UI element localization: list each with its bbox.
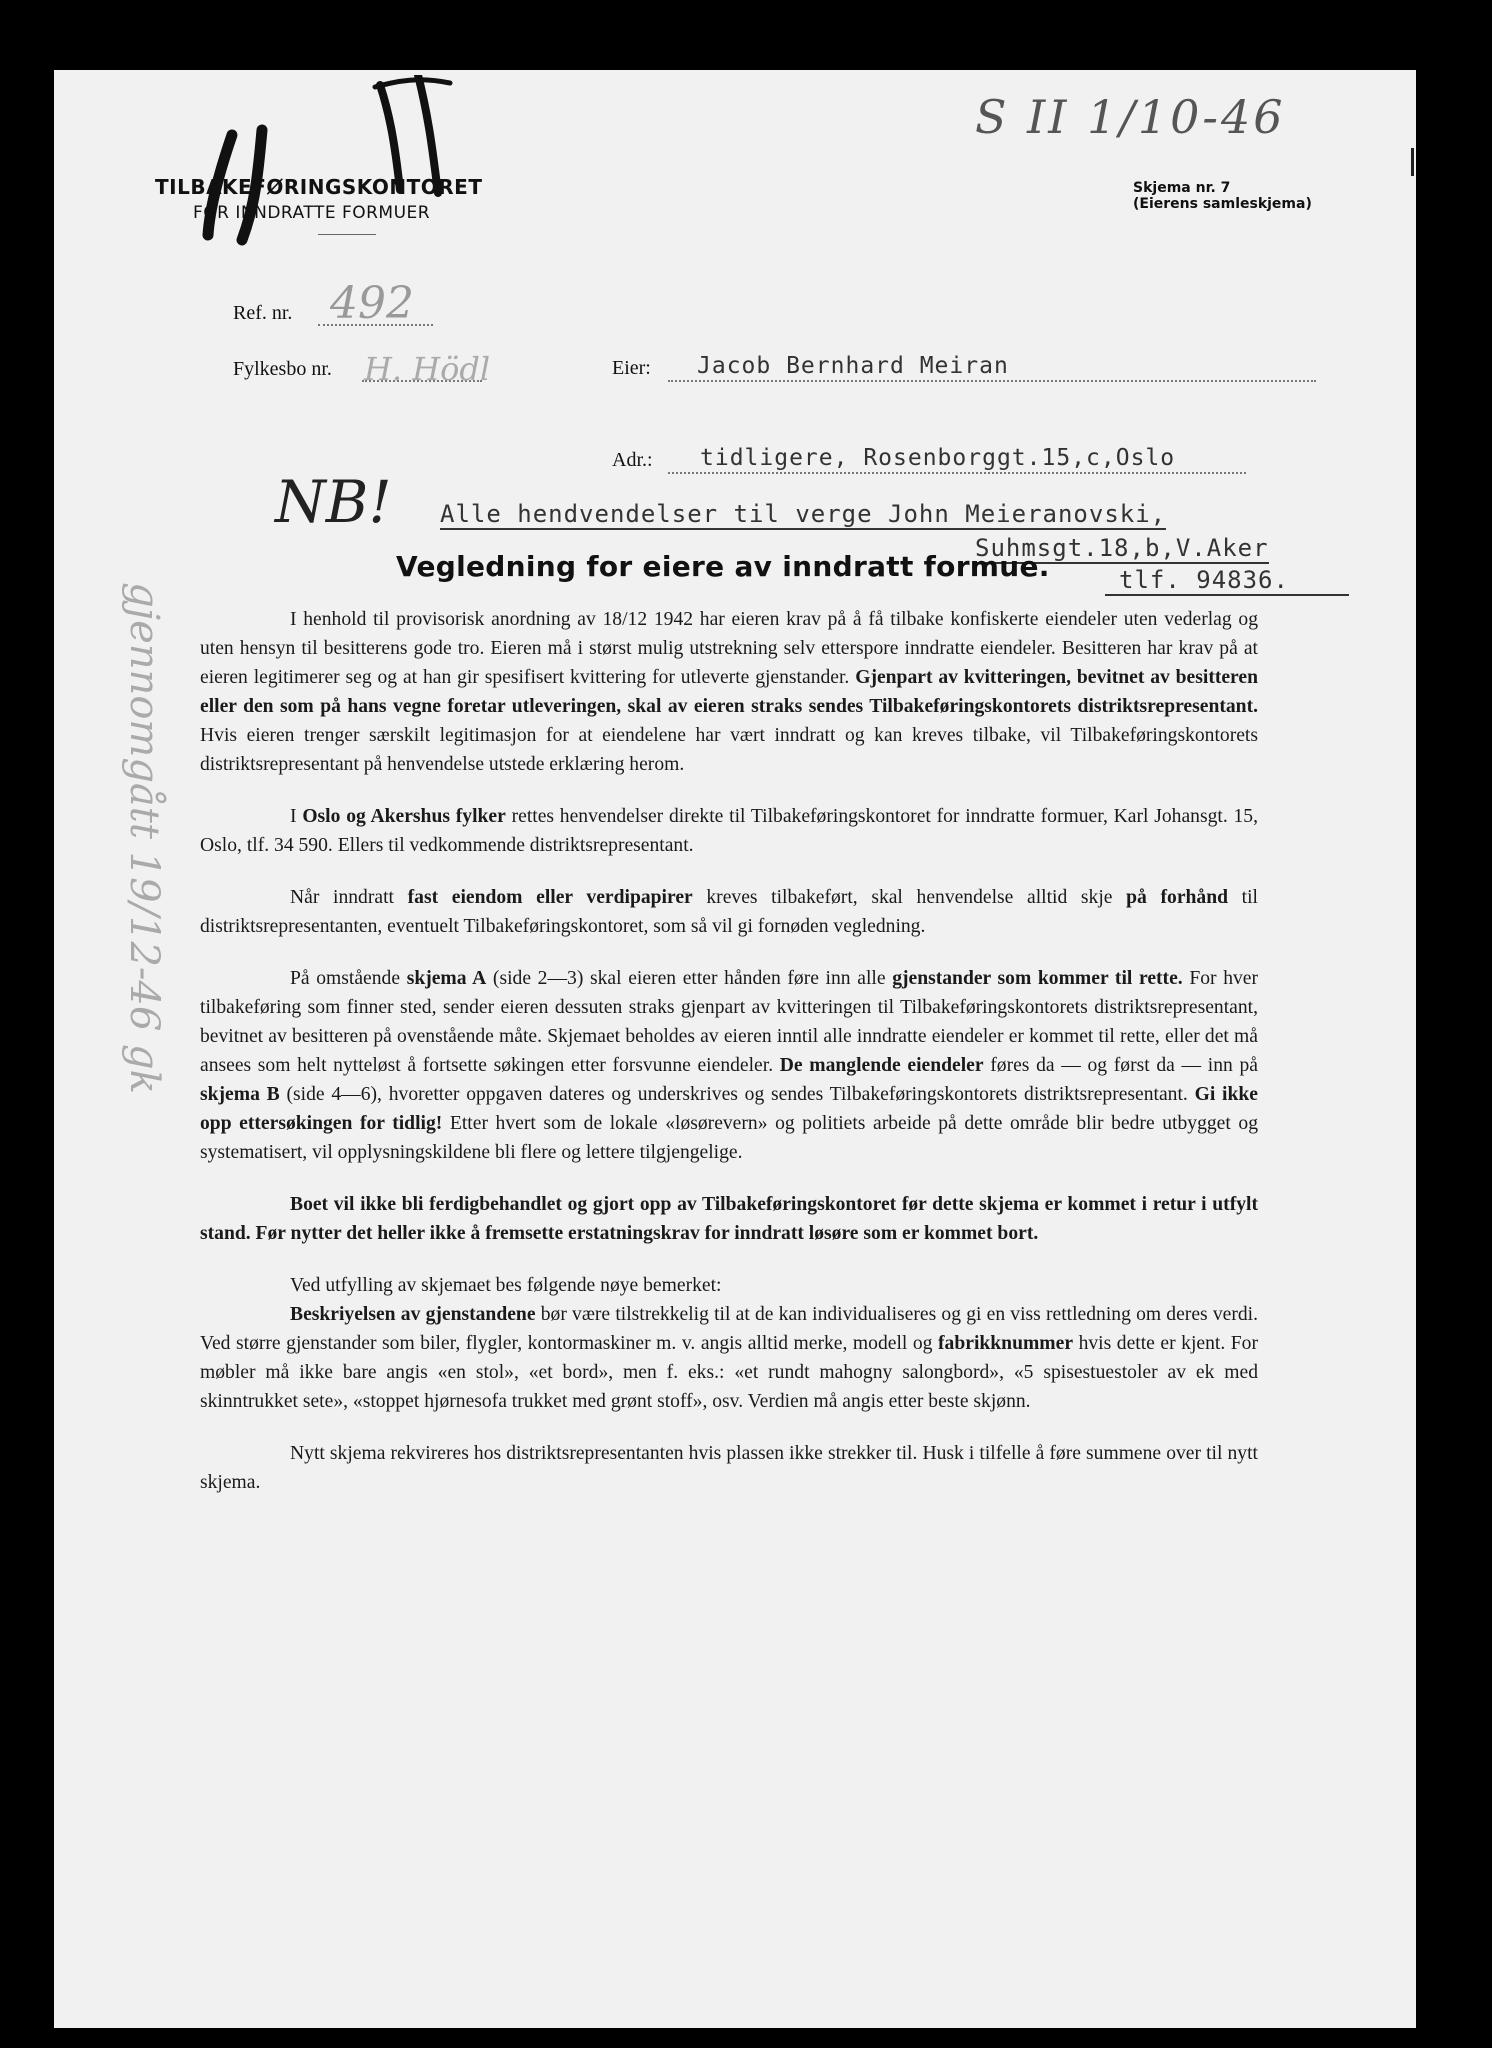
ref-handwritten-value: 492	[330, 278, 414, 329]
notice-line-3: tlf. 94836.	[1105, 566, 1349, 596]
org-name: TILBAKEFØRINGSKONTORET	[155, 175, 483, 199]
edge-mark	[1411, 148, 1414, 176]
paragraph-8: Nytt skjema rekvireres hos distriktsrepresentanten hvis plassen ikke strekker til. Husk i tilfelle å føre summene over til nytt skjema.	[200, 1443, 1258, 1493]
notice-line-2: Suhmsgt.18,b,V.Aker	[975, 534, 1269, 562]
form-number: Skjema nr. 7	[1133, 180, 1231, 196]
fylkesbo-handwritten-value: H. Hödl	[364, 350, 491, 388]
eier-label: Eier:	[612, 357, 651, 379]
paragraph-2: I Oslo og Akershus fylker rettes henvendelser direkte til Tilbakeføringskontoret for inndratte formuer, Karl Johansgt. 15, Oslo, tlf. 34 590. Ellers til vedkommende distriktsrepresentant.	[200, 806, 1258, 856]
org-rule	[318, 234, 376, 235]
paragraph-5: Boet vil ikke bli ferdigbehandlet og gjort opp av Tilbakeføringskontoret før dette skjema er kommet i retur i utfylt stand. Før nytter det heller ikke å fremsette erstatningskrav for inndratt løsøre som er kommet bort.	[200, 1194, 1258, 1244]
eier-dotted-line	[668, 380, 1316, 382]
paragraph-3: Når inndratt fast eiendom eller verdipapirer kreves tilbakeført, skal henvendelse alltid skje på forhånd til distriktsrepresentanten, eventuelt Tilbakeføringskontoret, som så vil gi fornøden vegledning.	[200, 887, 1259, 937]
eier-value: Jacob Bernhard Meiran	[697, 353, 1009, 379]
form-subtitle: (Eierens samleskjema)	[1133, 196, 1312, 212]
ref-label: Ref. nr.	[233, 302, 293, 324]
margin-handwritten-note: gjennomgått 19/12-46 gk	[120, 582, 167, 1094]
nb-handwritten: NB!	[275, 468, 392, 536]
handwritten-strokes	[180, 75, 480, 250]
org-subtitle: FOR INNDRATTE FORMUER	[193, 203, 431, 223]
paragraph-1: I henhold til provisorisk anordning av 18/12 1942 har eieren krav på å få tilbake konfiskerte eiendeler uten vederlag og uten hensyn til besitterens gode tro. Eieren må i størst mulig utstrekning selv etterspore inndratte eiendeler. Besitteren har krav på at eieren legitimerer seg og at han gir spesifisert kvittering for utleverte gjenstander. Gjenpart av kvitteringen, bevitnet av besitteren eller den som på hans vegne foretar utleveringen, skal av eieren straks sendes Tilbakeføringskontorets distriktsrepresentant. Hvis eieren trenger særskilt legitimasjon for at eiendelene har vært inndratt og kan kreves tilbake, vil Tilbakeføringskontorets distriktsrepresentant på henvendelse utstede erklæring herom.	[200, 609, 1258, 775]
adr-value: tidligere, Rosenborggt.15,c,Oslo	[700, 445, 1176, 471]
document-title: Vegledning for eiere av inndratt formue.	[396, 550, 1050, 583]
paragraph-4: På omstående skjema A (side 2—3) skal eieren etter hånden føre inn alle gjenstander som kommer til rette. For hver tilbakeføring som finner sted, sender eieren dessuten straks gjenpart av kvitteringen til Tilbakeføringskontorets distriktsrepresentant, bevitnet av besitteren på ovenstående måte. Skjemaet beholdes av eieren inntil alle inndratte eiendeler er kommet til rette, eller det må ansees som helt nytteløst å fortsette søkingen etter forsvunne eiendeler. De manglende eiendeler føres da — og først da — inn på skjema B (side 4—6), hvoretter oppgaven dateres og underskrives og sendes Tilbakeføringskontorets distriktsrepresentant. Gi ikke opp ettersøkingen for tidlig! Etter hvert som de lokale «løsørevern» og politiets arbeide på dette område blir bedre utbygget og systematisert, vil opplysningskildene bli flere og lettere tilgjengelige.	[200, 968, 1259, 1163]
paragraph-6: Ved utfylling av skjemaet bes følgende nøye bemerket:	[290, 1275, 722, 1296]
adr-dotted-line	[668, 472, 1246, 474]
fylkesbo-label: Fylkesbo nr.	[233, 358, 332, 380]
instructions-body	[200, 605, 1258, 1497]
notice-line-1: Alle hendvendelser til verge John Meieranovski,	[440, 500, 1167, 528]
paragraph-7: Beskriyelsen av gjenstandene bør være tilstrekkelig til at de kan individualiseres og gi en viss rettledning om deres verdi. Ved større gjenstander som biler, flygler, kontormaskiner m. v. angis alltid merke, modell og fabrikknummer hvis dette er kjent. For møbler må ikke bare angis «en stol», «et bord», men f. eks.: «et rundt mahogny salongbord», «5 spisestuestoler av ek med skinntrukket sete», «stoppet hjørnesofa trukket med grønt stoff», osv. Verdien må angis etter beste skjønn.	[200, 1304, 1258, 1412]
adr-label: Adr.:	[612, 449, 653, 471]
handwritten-case-note: S II 1/10-46	[975, 90, 1286, 144]
